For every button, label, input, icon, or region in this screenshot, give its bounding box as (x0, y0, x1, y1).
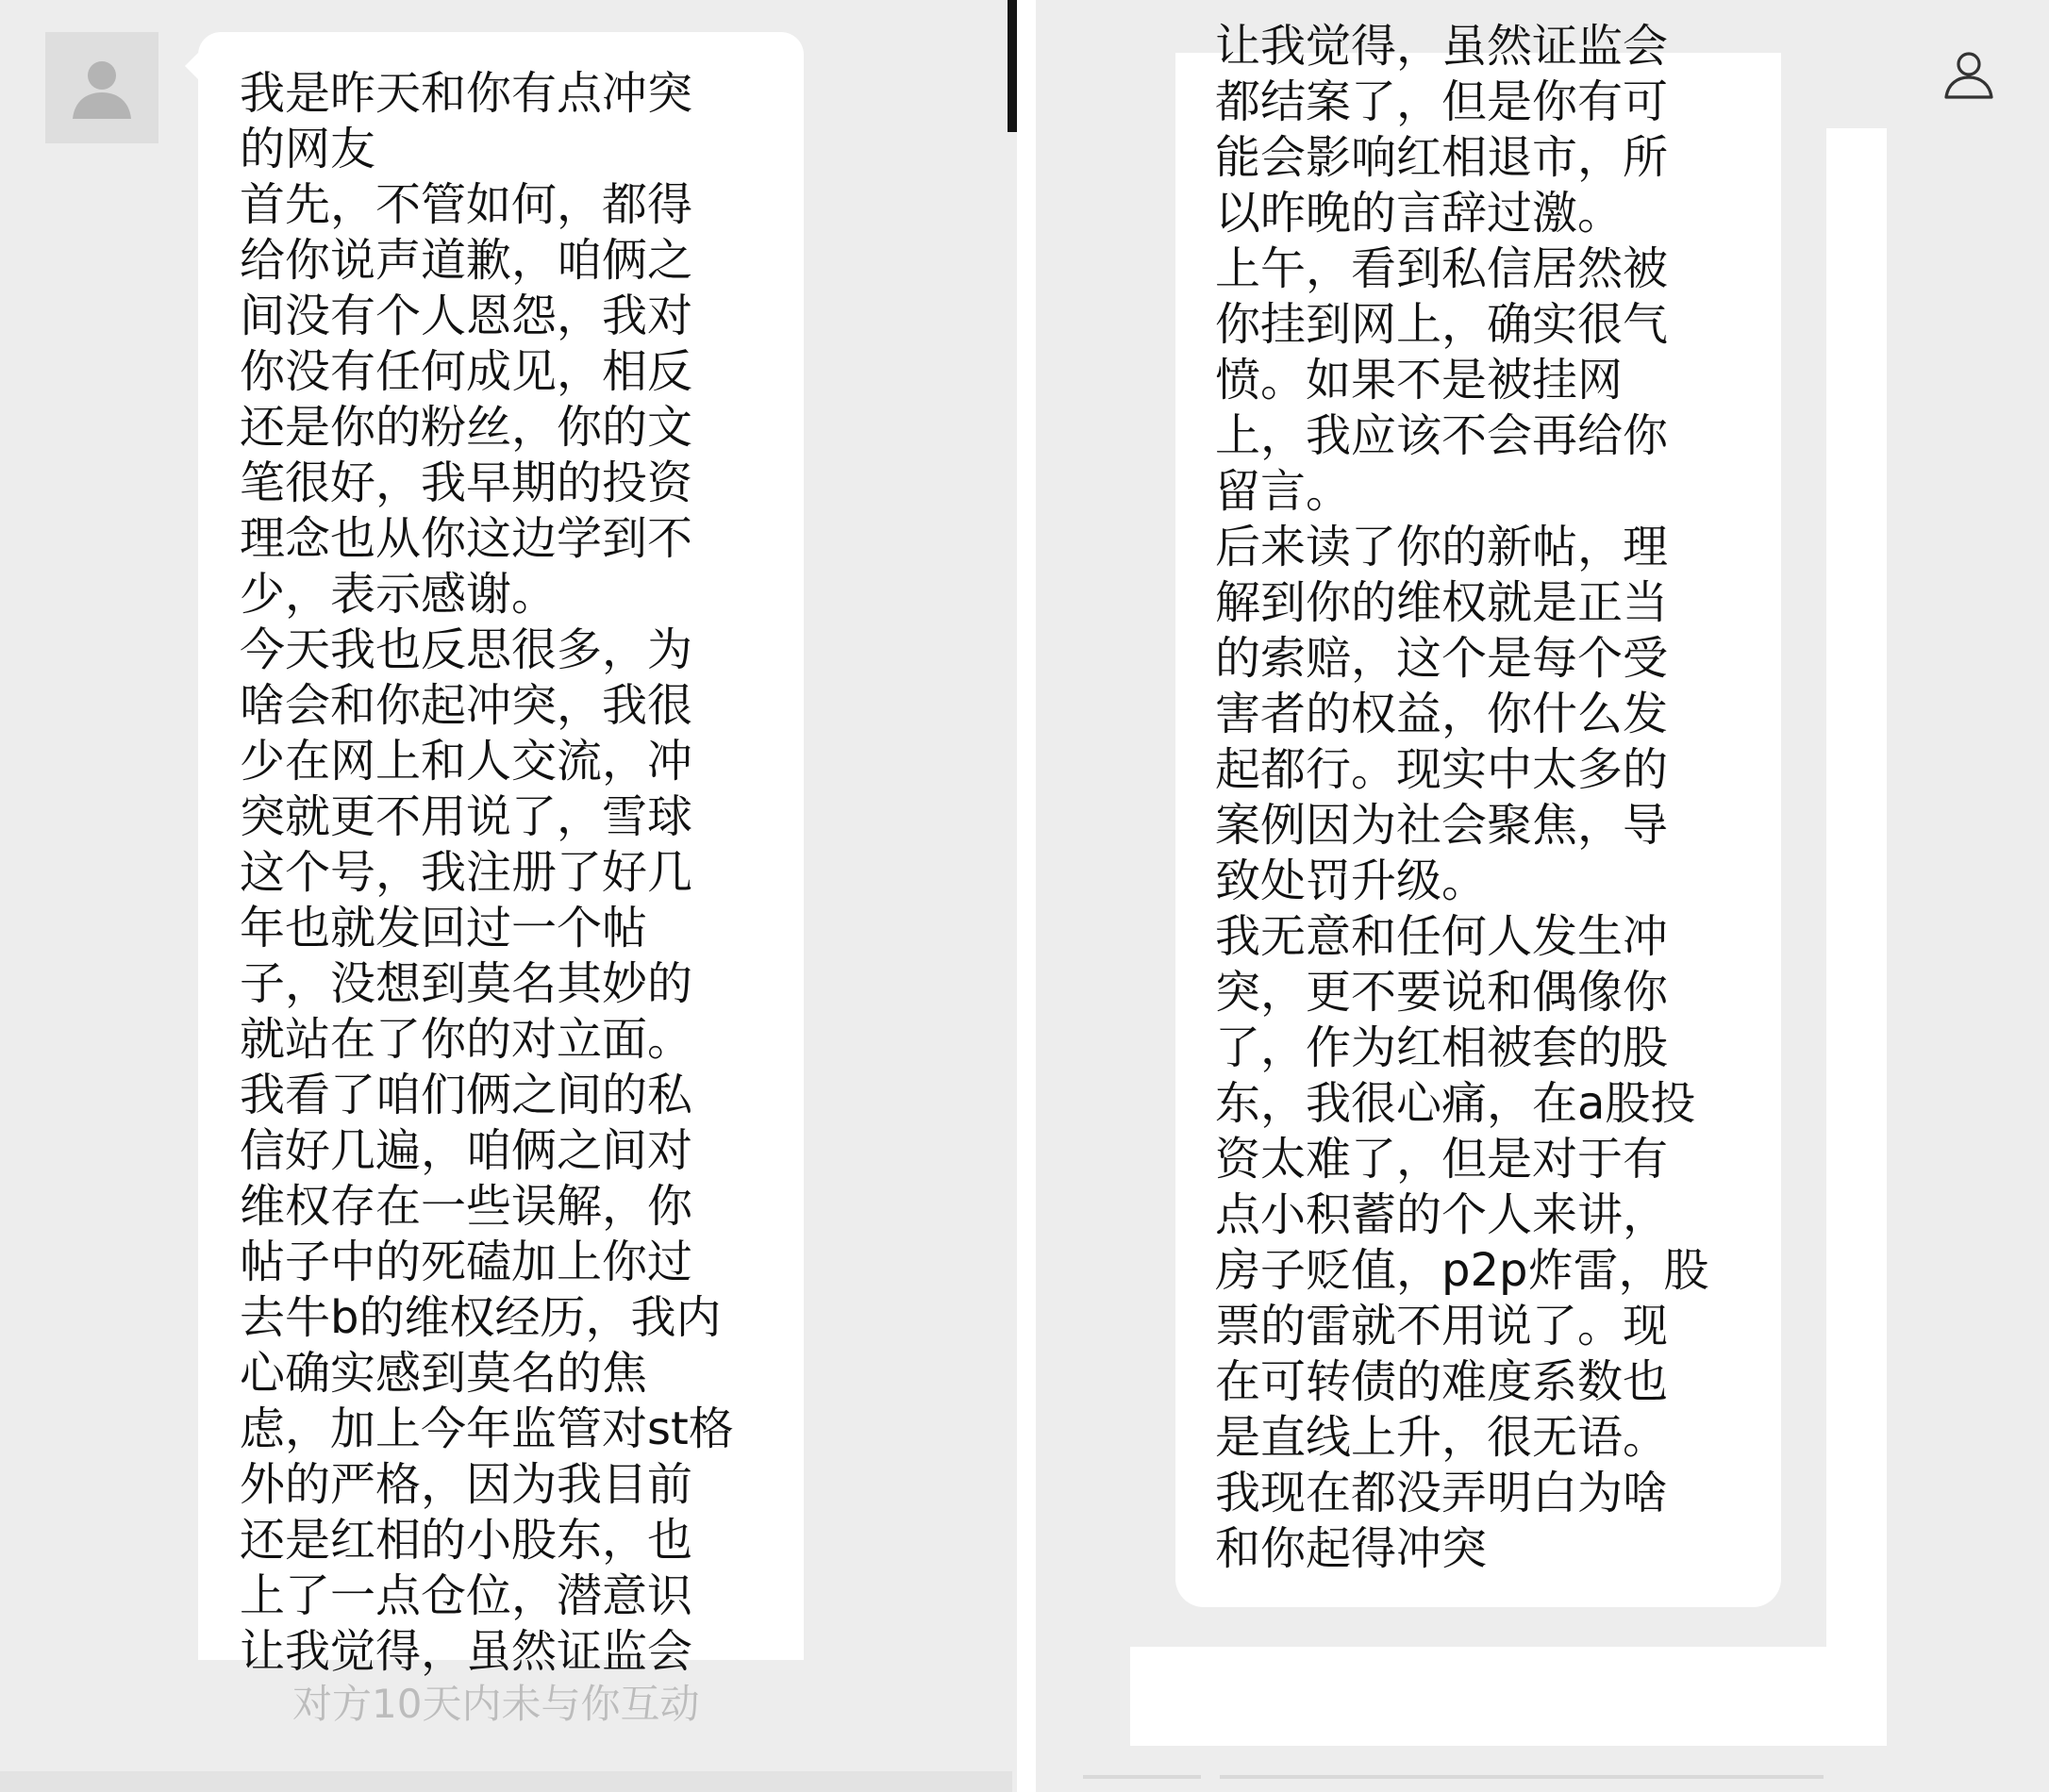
message-line: 突就更不用说了，雪球 (240, 790, 693, 843)
message-line: 上午，看到私信居然被 (1215, 242, 1669, 295)
message-line: 愤。如果不是被挂网 (1215, 354, 1624, 407)
interaction-status-text: 对方10天内未与你互动 (292, 1681, 700, 1727)
default-user-avatar-icon (69, 55, 135, 121)
message-line: 就站在了你的对立面。 (240, 1013, 693, 1066)
message-line: 留言。 (1215, 465, 1352, 518)
message-line: 能会影响红相退市，所 (1215, 131, 1669, 184)
person-outline-icon (1941, 46, 1997, 103)
message-line: 维权存在一些误解，你 (240, 1180, 693, 1233)
message-line: 首先，不管如何，都得 (240, 178, 693, 231)
profile-button[interactable] (1936, 41, 2002, 108)
message-line: 间没有个人恩怨，我对 (240, 290, 693, 342)
message-line: 后来读了你的新帖，理 (1215, 521, 1669, 573)
message-line: 的索赔，这个是每个受 (1215, 632, 1669, 685)
message-line: 上了一点仓位，潜意识 (240, 1569, 693, 1622)
message-line: 解到你的维权就是正当 (1215, 576, 1669, 629)
message-line: 信好几遍，咱俩之间对 (240, 1124, 693, 1177)
message-line: 去牛b的维权经历，我内 (240, 1291, 722, 1344)
message-text-left (240, 66, 768, 1680)
message-line: 在可转债的难度系数也 (1215, 1355, 1669, 1408)
sender-avatar[interactable] (45, 32, 158, 143)
message-line: 害者的权益，你什么发 (1215, 688, 1669, 740)
message-line: 起都行。现实中太多的 (1215, 743, 1669, 796)
message-line: 我无意和任何人发生冲 (1215, 910, 1669, 963)
chat-panel-right (1036, 0, 2049, 1792)
message-line: 今天我也反思很多，为 (240, 623, 693, 676)
message-line: 这个号，我注册了好几 (240, 846, 693, 899)
message-line: 以昨晚的言辞过激。 (1215, 187, 1624, 240)
chat-panel-left (0, 0, 1012, 1792)
message-bubble-right[interactable] (1175, 20, 1781, 1607)
panel-divider (1017, 0, 1036, 1792)
message-line: 还是你的粉丝，你的文 (240, 401, 693, 454)
message-line: 资太难了，但是对于有 (1215, 1133, 1669, 1186)
message-line: 笔很好，我早期的投资 (240, 456, 693, 509)
message-line: 还是红相的小股东，也 (240, 1514, 693, 1567)
message-line: 突，更不要说和偶像你 (1215, 966, 1669, 1019)
message-line: 年也就发回过一个帖 (240, 902, 648, 954)
message-line: 案例因为社会聚焦，导 (1215, 799, 1669, 852)
message-line: 啥会和你起冲突，我很 (240, 679, 693, 732)
input-bar-edge (1083, 1775, 1201, 1779)
message-line: 少，表示感谢。 (240, 568, 558, 621)
message-line: 心确实感到莫名的焦 (240, 1347, 648, 1400)
message-line: 少在网上和人交流，冲 (240, 735, 693, 788)
overlay-strip (1826, 128, 1887, 1746)
message-line: 点小积蓄的个人来讲， (1215, 1188, 1669, 1241)
scroll-indicator (1008, 0, 1017, 132)
message-line: 子，没想到莫名其妙的 (240, 957, 693, 1010)
input-bar-edge (1220, 1775, 1824, 1779)
message-line: 让我觉得，虽然证监会 (240, 1625, 693, 1678)
message-line: 外的严格，因为我目前 (240, 1458, 693, 1511)
message-line: 让我觉得，虽然证监会 (1215, 20, 1669, 73)
message-line: 了，作为红相被套的股 (1215, 1021, 1669, 1074)
bubble-tail (185, 53, 198, 79)
message-line: 都结案了，但是你有可 (1215, 75, 1669, 128)
message-line: 我看了咱们俩之间的私 (240, 1069, 693, 1121)
message-line: 和你起得冲突 (1215, 1522, 1488, 1575)
message-line: 东，我很心痛，在a股投 (1215, 1077, 1696, 1130)
message-line: 致处罚升级。 (1215, 855, 1488, 907)
message-line: 上，我应该不会再给你 (1215, 409, 1669, 462)
message-line: 给你说声道歉，咱俩之 (240, 234, 693, 287)
message-line: 房子贬值，p2p炸雷，股 (1215, 1244, 1709, 1297)
message-line: 你没有任何成见，相反 (240, 345, 693, 398)
overlay-block (1130, 1647, 1887, 1746)
message-text-right (1215, 19, 1762, 1577)
message-line: 我是昨天和你有点冲突 (240, 67, 693, 120)
message-line: 的网友 (240, 123, 376, 175)
message-line: 虑，加上今年监管对st格 (240, 1402, 734, 1455)
input-bar-edge (0, 1771, 1012, 1792)
message-line: 票的雷就不用说了。现 (1215, 1300, 1669, 1352)
message-line: 理念也从你这边学到不 (240, 512, 693, 565)
message-line: 帖子中的死磕加上你过 (240, 1236, 693, 1288)
message-line: 我现在都没弄明白为啥 (1215, 1467, 1669, 1519)
message-bubble-left[interactable] (198, 32, 804, 1678)
message-line: 是直线上升，很无语。 (1215, 1411, 1669, 1464)
message-line: 你挂到网上，确实很气 (1215, 298, 1669, 351)
